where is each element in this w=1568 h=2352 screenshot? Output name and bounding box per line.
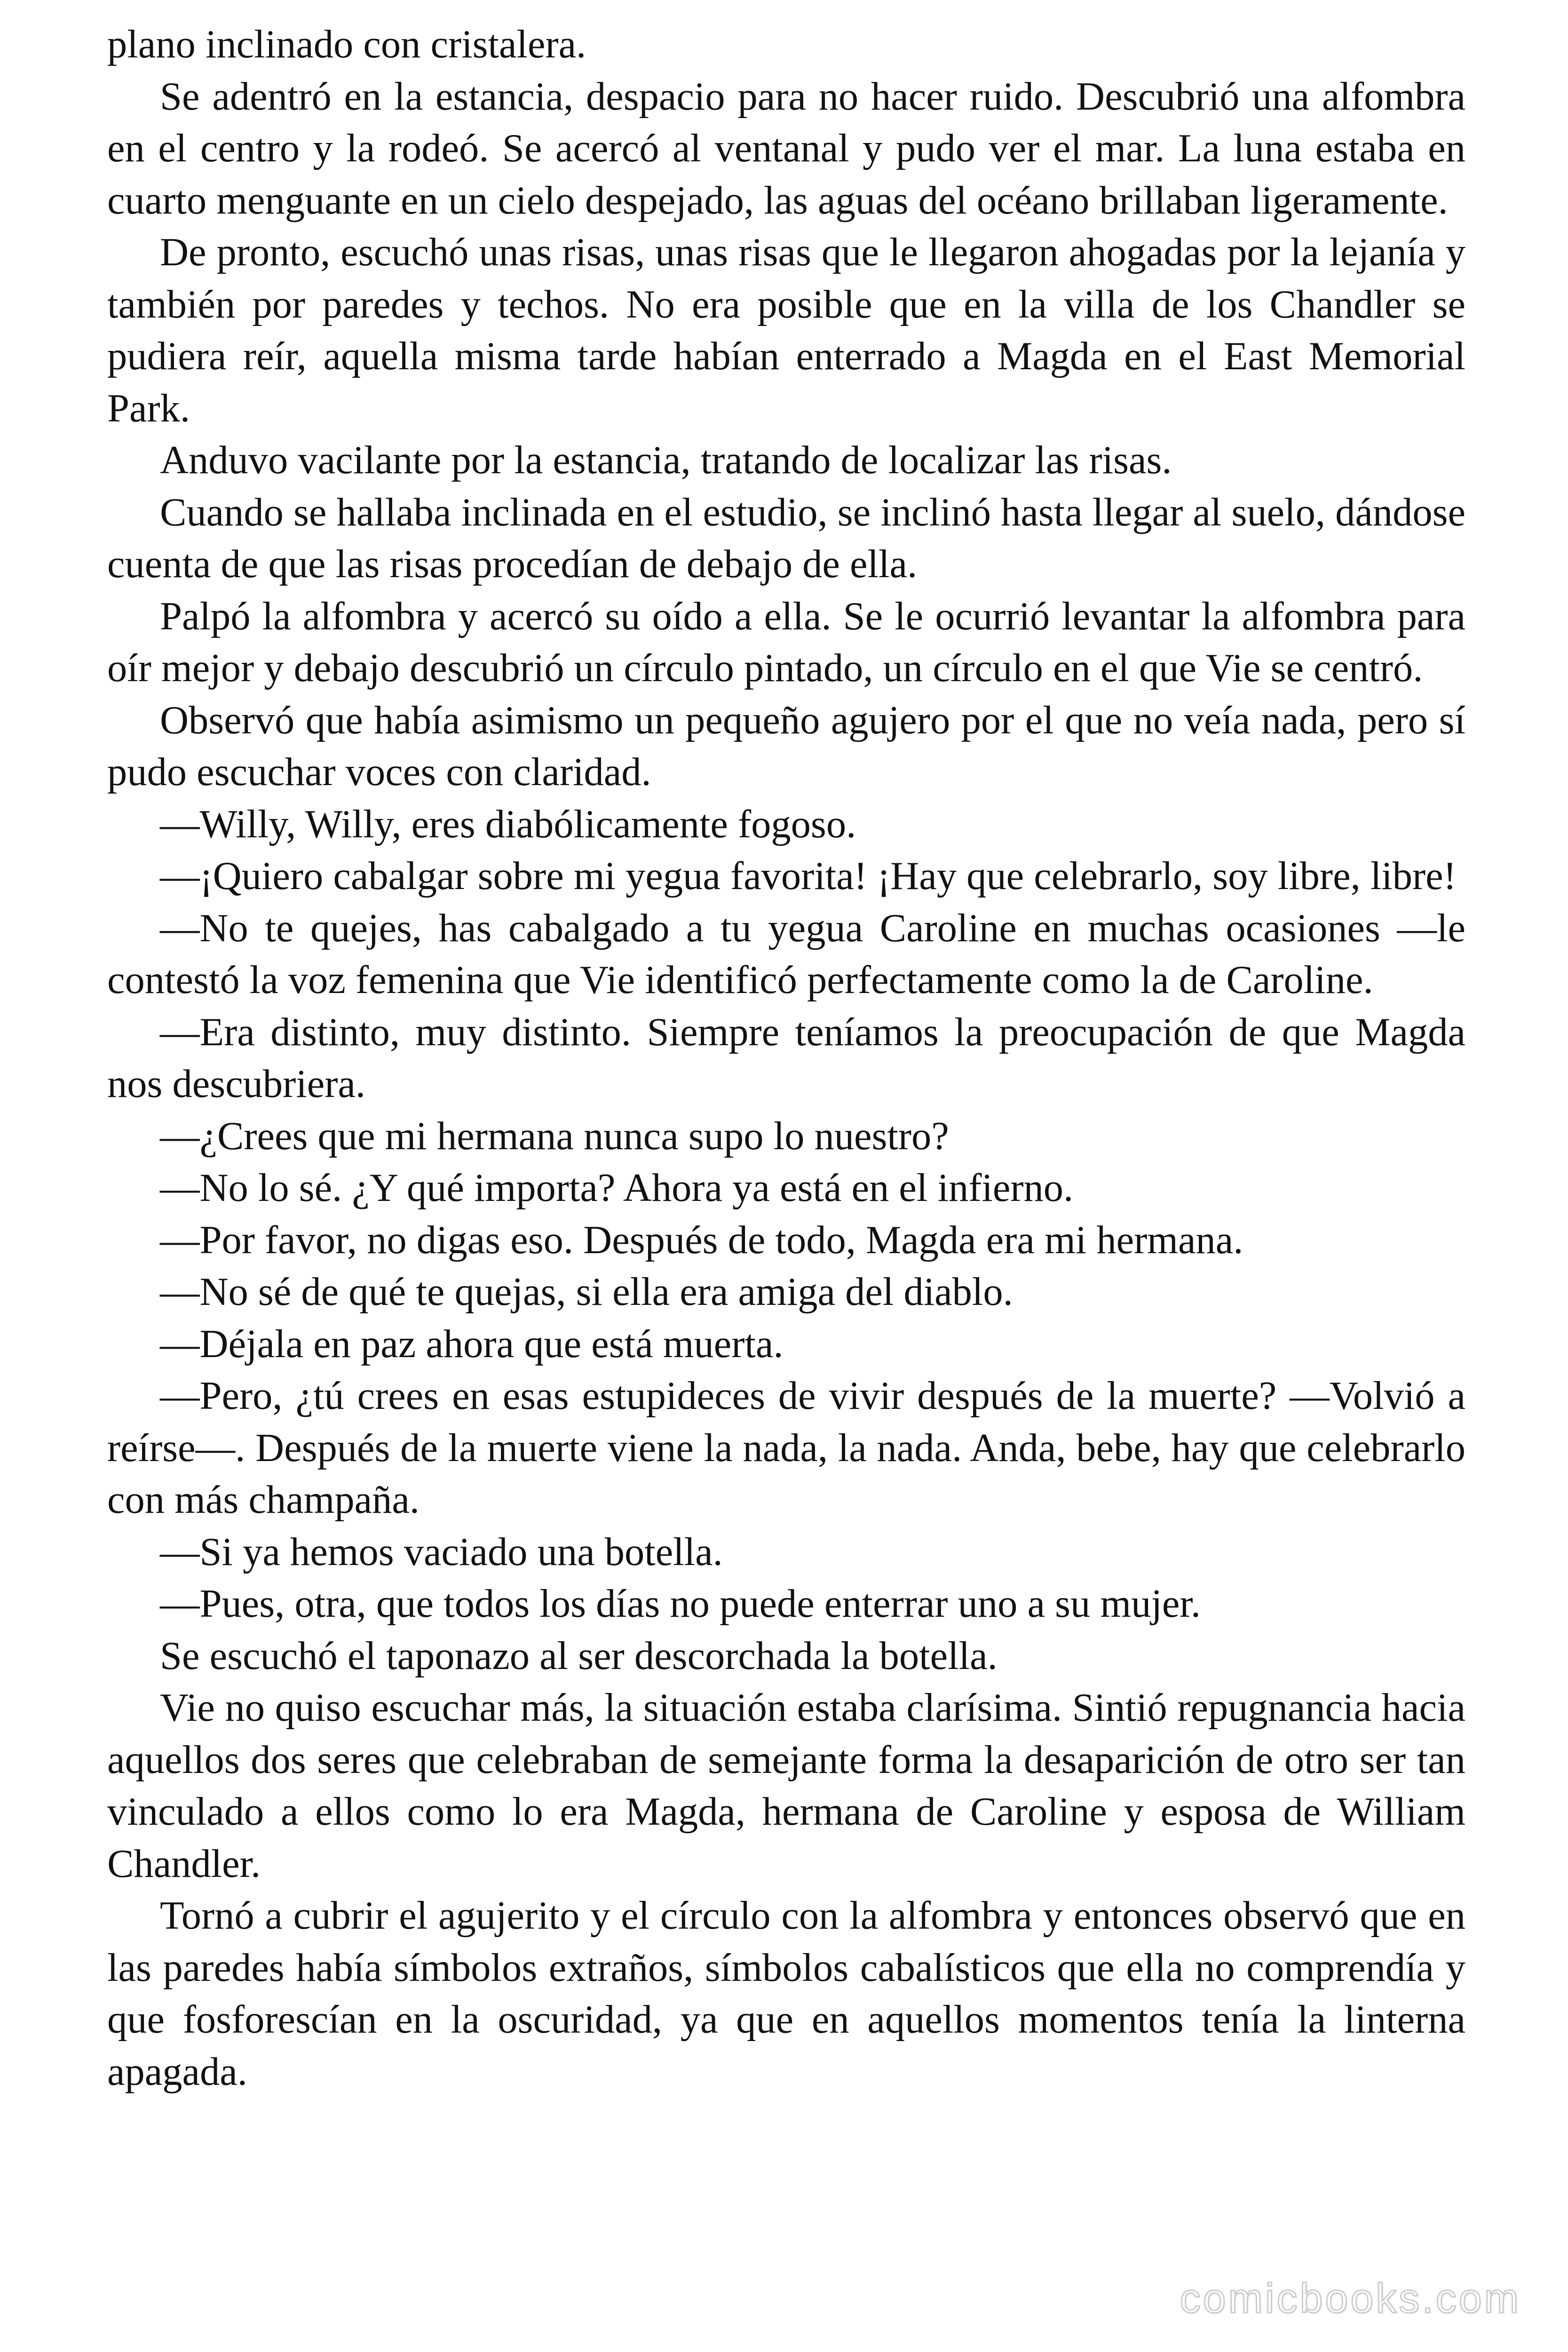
paragraph: Anduvo vacilante por la estancia, tratando de localizar las risas. — [160, 438, 1172, 482]
dialogue-line: —¡Quiero cabalgar sobre mi yegua favorita! ¡Hay que celebrarlo, soy libre, libre! — [160, 854, 1457, 898]
paragraph: Tornó a cubrir el agujerito y el círculo con la alfombra y entonces observó que en las paredes había símbolos extraños, símbolos cabalísticos que ella no comprendía y que fosforescían en la oscuridad, ya que en aquellos momentos tenía la linterna apagada. — [107, 1894, 1465, 2094]
dialogue-line: —No lo sé. ¿Y qué importa? Ahora ya está en el infierno. — [160, 1166, 1074, 1210]
paragraph: plano inclinado con cristalera. — [107, 23, 586, 66]
dialogue-line: —Si ya hemos vaciado una botella. — [160, 1530, 723, 1574]
paragraph: Se adentró en la estancia, despacio para no hacer ruido. Descubrió una alfombra en el centro y la rodeó. Se acercó al ventanal y pudo ver el mar. La luna estaba en cuarto menguante en un cielo despejado, las aguas del océano brillaban ligeramente. — [107, 74, 1465, 222]
dialogue-line: —Déjala en paz ahora que está muerta. — [160, 1322, 784, 1366]
paragraph: Se escuchó el taponazo al ser descorchada la botella. — [160, 1634, 998, 1678]
dialogue-line: —¿Crees que mi hermana nunca supo lo nuestro? — [160, 1114, 949, 1158]
dialogue-line: —Era distinto, muy distinto. Siempre teníamos la preocupación de que Magda nos descubriera. — [107, 1010, 1465, 1106]
paragraph: Vie no quiso escuchar más, la situación estaba clarísima. Sintió repugnancia hacia aquellos dos seres que celebraban de semejante forma la desaparición de otro ser tan vinculado a ellos como lo era Magda, hermana de Caroline y esposa de William Chandler. — [107, 1686, 1465, 1886]
dialogue-line: —Por favor, no digas eso. Después de todo, Magda era mi hermana. — [160, 1218, 1243, 1262]
page-body-text — [107, 19, 1465, 2098]
paragraph: De pronto, escuchó unas risas, unas risas que le llegaron ahogadas por la lejanía y también por paredes y techos. No era posible que en la villa de los Chandler se pudiera reír, aquella misma tarde habían enterrado a Magda en el East Memorial Park. — [107, 230, 1465, 430]
paragraph: Observó que había asimismo un pequeño agujero por el que no veía nada, pero sí pudo escuchar voces con claridad. — [107, 698, 1465, 794]
paragraph: Palpó la alfombra y acercó su oído a ella. Se le ocurrió levantar la alfombra para oír mejor y debajo descubrió un círculo pintado, un círculo en el que Vie se centró. — [107, 594, 1465, 690]
dialogue-line: —Pues, otra, que todos los días no puede enterrar uno a su mujer. — [160, 1582, 1201, 1626]
paragraph: Cuando se hallaba inclinada en el estudio, se inclinó hasta llegar al suelo, dándose cuenta de que las risas procedían de debajo de ella. — [107, 490, 1465, 586]
dialogue-line: —Pero, ¿tú crees en esas estupideces de vivir después de la muerte? —Volvió a reírse—. Después de la muerte viene la nada, la nada. Anda, bebe, hay que celebrarlo con más champaña. — [107, 1374, 1465, 1522]
dialogue-line: —Willy, Willy, eres diabólicamente fogoso. — [160, 802, 856, 846]
dialogue-line: —No sé de qué te quejas, si ella era amiga del diablo. — [160, 1270, 1013, 1314]
dialogue-line: —No te quejes, has cabalgado a tu yegua Caroline en muchas ocasiones —le contestó la voz femenina que Vie identificó perfectamente como la de Caroline. — [107, 906, 1465, 1002]
watermark: comicbooks.com — [1180, 2275, 1521, 2321]
